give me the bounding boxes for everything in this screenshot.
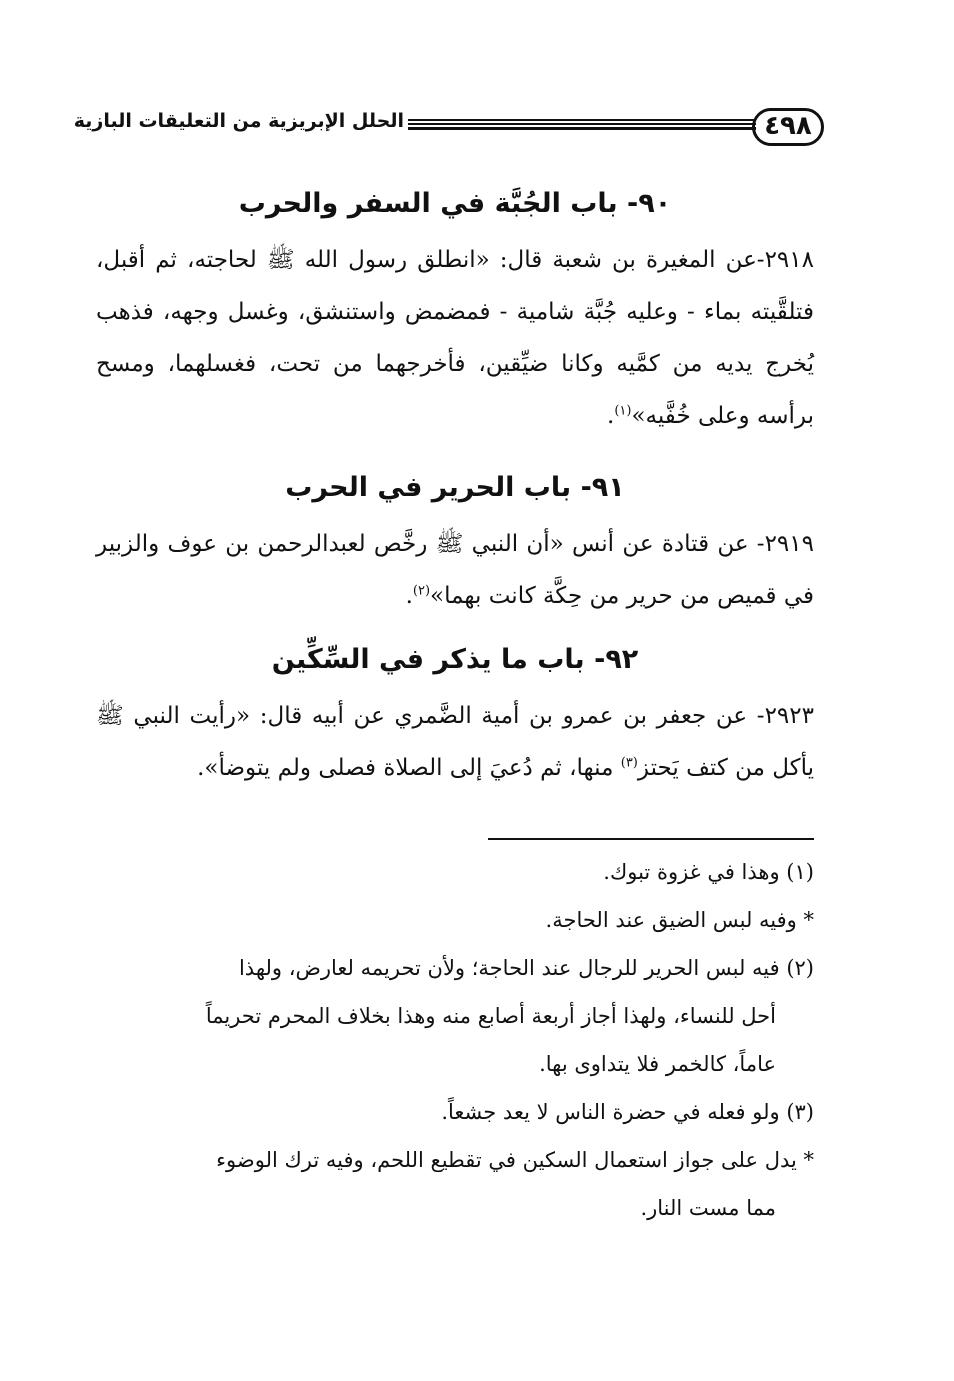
footnote-3-note-line2: مما مست النار. (640, 1196, 776, 1220)
footnote-2: (٢) فيه لبس الحرير للرجال عند الحاجة؛ ولأن تحريمه لعارض، ولهذا (238, 956, 814, 980)
hadith-text: ٢٩١٨-عن المغيرة بن شعبة قال: «انطلق رسول الله ﷺ لحاجته، ثم أقبل، فتلقَّيته بماء - وعليه جُبَّة شامية - فمضمض واستنشق، وغسل وجهه، فذهب يُخرج يديه من كمَّيه وكانا ضيِّقين، فأخرجهما من تحت، فغسلهما، ومسح برأسه وعلى خُفَّيه» (96, 247, 814, 429)
chapter-heading-91: ٩١- باب الحرير في الحرب (285, 472, 625, 503)
page-header (73, 104, 824, 156)
footnote-marker-3[interactable]: (٣) (620, 755, 638, 771)
hadith-text: ٢٩١٩- عن قتادة عن أنس «أن النبي ﷺ رخَّص لعبدالرحمن بن عوف والزبير في قميص من حرير من حِكَّة كانت بهما» (96, 531, 814, 609)
hadith-text-cont: منها، ثم دُعيَ إلى الصلاة فصلى ولم يتوضأ». (197, 755, 621, 781)
footnote-2-line3: عاماً، كالخمر فلا يتداوى بها. (539, 1052, 776, 1076)
footnote-marker-2[interactable]: (٢) (412, 583, 431, 599)
hadith-end: . (405, 583, 413, 609)
chapter-heading-90: ٩٠- باب الجُبَّة في السفر والحرب (238, 188, 672, 219)
footnote-2-line2: أحل للنساء، ولهذا أجاز أربعة أصابع منه وهذا بخلاف المحرم تحريماً (205, 1004, 776, 1028)
hadith-2919 (96, 518, 814, 622)
footnotes (96, 848, 814, 1232)
footnote-marker-1[interactable]: (١) (614, 403, 632, 419)
hadith-2923 (96, 690, 814, 794)
hadith-end: . (607, 403, 615, 429)
footnote-separator (488, 838, 814, 840)
footnote-1: (١) وهذا في غزوة تبوك. (603, 860, 814, 884)
footnote-3-note: * يدل على جواز استعمال السكين في تقطيع اللحم، وفيه ترك الوضوء (216, 1148, 814, 1172)
hadith-2918 (96, 234, 814, 442)
page-number: ٤٩٨ (752, 108, 824, 146)
book-title: الحلل الإبريزية من التعليقات البازية (73, 110, 404, 132)
footnote-3: (٣) ولو فعله في حضرة الناس لا يعد جشعاً. (441, 1100, 814, 1124)
hadith-text: ٢٩٢٣- عن جعفر بن عمرو بن أمية الضَّمري عن أبيه قال: «رأيت النبي ﷺ يأكل من كتف يَحتز (96, 703, 814, 781)
chapter-heading-92: ٩٢- باب ما يذكر في السِّكِّين (271, 644, 639, 675)
footnote-1-note: * وفيه لبس الضيق عند الحاجة. (545, 908, 814, 932)
header-rule (408, 119, 756, 131)
main-text (96, 180, 814, 794)
